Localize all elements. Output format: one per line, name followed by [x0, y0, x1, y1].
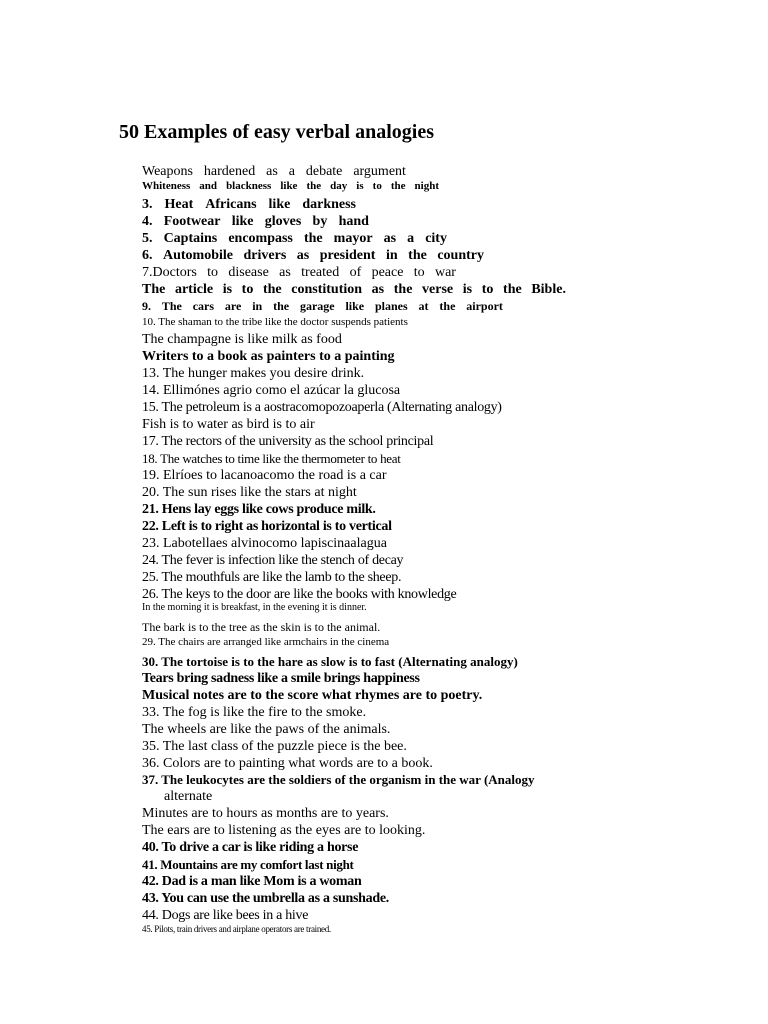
analogy-word: The	[142, 282, 166, 297]
analogy-line: 36. Colors are to painting what words are to a book.	[142, 756, 433, 771]
analogy-word: airport	[466, 299, 503, 313]
analogy-word: are	[224, 299, 242, 313]
analogy-word: The	[161, 299, 182, 313]
analogy-line	[142, 249, 484, 263]
analogy-word: cars	[192, 299, 215, 313]
analogy-word: Bible.	[531, 282, 566, 297]
analogy-word: to	[413, 265, 425, 280]
analogy-word: 3.	[142, 197, 153, 212]
analogy-line: 15. The petroleum is a aostracomopozoaperla (Alternating analogy)	[142, 400, 502, 415]
analogy-word: to	[207, 265, 219, 280]
analogy-word: the	[390, 180, 406, 192]
analogy-word: the	[262, 282, 282, 297]
analogy-word: the	[503, 282, 522, 297]
analogy-word: and	[199, 180, 218, 192]
analogy-line: 44. Dogs are like bees in a hive	[142, 908, 309, 923]
analogy-line: The bark is to the tree as the skin is to the animal.	[142, 620, 381, 634]
analogy-word: night	[414, 180, 439, 192]
analogy-word: encompass	[228, 231, 293, 246]
analogy-word: is	[222, 282, 233, 297]
analogy-line	[142, 215, 369, 229]
analogy-line: 43. You can use the umbrella as a sunshade.	[142, 891, 389, 906]
analogy-word: Automobile	[163, 248, 233, 263]
analogy-word: planes	[375, 299, 408, 313]
analogy-line: 26. The keys to the door are like the books with knowledge	[142, 587, 457, 602]
analogy-line: The ears are to listening as the eyes are to looking.	[142, 823, 426, 838]
analogy-line: 22. Left is to right as horizontal is to vertical	[142, 519, 392, 534]
analogy-line: In the morning it is breakfast, in the evening it is dinner.	[142, 602, 367, 613]
analogy-line: 20. The sun rises like the stars at night	[142, 485, 357, 500]
analogy-line: 30. The tortoise is to the hare as slow is to fast (Alternating analogy)	[142, 654, 518, 669]
analogy-word: 5.	[142, 231, 153, 246]
analogy-word: as	[383, 231, 397, 246]
analogy-word: a	[407, 231, 415, 246]
analogy-word: the	[408, 248, 427, 263]
analogy-line: 40. To drive a car is like riding a horse	[142, 840, 359, 855]
document-title: 50 Examples of easy verbal analogies	[119, 121, 434, 143]
analogy-word: to	[481, 282, 494, 297]
analogy-word: like	[345, 299, 365, 313]
analogy-word: article	[174, 282, 214, 297]
analogy-line	[142, 283, 566, 297]
analogy-line: 21. Hens lay eggs like cows produce milk.	[142, 502, 376, 517]
analogy-word: as	[279, 265, 291, 280]
analogy-line: 24. The fever is infection like the stench of decay	[142, 553, 404, 568]
analogy-word: a	[288, 164, 295, 179]
analogy-word: the	[306, 180, 322, 192]
analogy-line	[142, 300, 503, 312]
analogy-word: country	[437, 248, 484, 263]
analogy-line: The champagne is like milk as food	[142, 332, 342, 347]
analogy-word: garage	[299, 299, 335, 313]
analogy-word: as	[371, 282, 385, 297]
analogy-word: like	[280, 180, 298, 192]
analogy-line: 42. Dad is a man like Mom is a woman	[142, 874, 362, 889]
analogy-word: Africans	[205, 197, 257, 212]
analogy-word: 7.Doctors	[142, 265, 197, 280]
analogy-word: mayor	[333, 231, 373, 246]
analogy-word: of	[349, 265, 362, 280]
analogy-line: 18. The watches to time like the thermometer to heat	[142, 451, 401, 466]
analogy-word: Captains	[163, 231, 218, 246]
analogy-line: The wheels are like the paws of the animals.	[142, 722, 391, 737]
analogy-word: war	[434, 265, 456, 280]
analogy-line: 29. The chairs are arranged like armchairs in the cinema	[142, 636, 390, 648]
analogy-line: Musical notes are to the score what rhymes are to poetry.	[142, 688, 483, 703]
analogy-word: like	[268, 197, 291, 212]
analogy-line	[142, 198, 356, 212]
analogy-word: as	[266, 164, 278, 179]
analogy-word: peace	[371, 265, 404, 280]
analogy-word: is	[462, 282, 473, 297]
analogy-word: hardened	[203, 164, 256, 179]
analogy-word: treated	[301, 265, 340, 280]
analogy-word: hand	[338, 214, 369, 229]
analogy-word: drivers	[243, 248, 287, 263]
analogy-line	[142, 266, 456, 280]
analogy-word: to	[372, 180, 382, 192]
analogy-word: 9.	[142, 299, 151, 313]
analogy-word: to	[241, 282, 254, 297]
analogy-word: Footwear	[163, 214, 221, 229]
analogy-word: disease	[228, 265, 269, 280]
analogy-line: 35. The last class of the puzzle piece is the bee.	[142, 739, 407, 754]
analogy-line	[142, 165, 406, 179]
analogy-word: argument	[353, 164, 406, 179]
analogy-word: day	[330, 180, 348, 192]
analogy-line: 10. The shaman to the tribe like the doctor suspends patients	[142, 316, 408, 328]
analogy-line: 13. The hunger makes you desire drink.	[142, 366, 365, 381]
analogy-word: 4.	[142, 214, 153, 229]
analogy-word: constitution	[291, 282, 363, 297]
analogy-word: at	[418, 299, 429, 313]
analogy-word: in	[252, 299, 263, 313]
analogy-word: the	[303, 231, 323, 246]
analogy-word: Whiteness	[142, 180, 191, 192]
analogy-word: Weapons	[142, 164, 193, 179]
analogy-line: 41. Mountains are my comfort last night	[142, 857, 354, 872]
analogy-line: Fish is to water as bird is to air	[142, 417, 315, 432]
analogy-word: as	[296, 248, 310, 263]
analogy-word: president	[319, 248, 376, 263]
analogy-word: darkness	[302, 197, 356, 212]
analogy-line: 19. Elríoes to lacanoacomo the road is a car	[142, 468, 387, 483]
analogy-word: like	[231, 214, 254, 229]
analogy-line: Tears bring sadness like a smile brings happiness	[142, 671, 420, 686]
analogy-line: 33. The fog is like the fire to the smoke.	[142, 705, 367, 720]
analogy-word: the	[439, 299, 456, 313]
analogy-line: Minutes are to hours as months are to years.	[142, 806, 389, 821]
analogy-word: the	[273, 299, 290, 313]
analogy-word: 6.	[142, 248, 153, 263]
analogy-word: is	[356, 180, 364, 192]
analogy-line: 37. The leukocytes are the soldiers of the organism in the war (Analogy	[142, 772, 535, 787]
analogy-line: 25. The mouthfuls are like the lamb to the sheep.	[142, 570, 402, 585]
analogy-line: 17. The rectors of the university as the school principal	[142, 434, 434, 449]
analogy-line: 23. Labotellaes alvinocomo lapiscinaalagua	[142, 536, 387, 551]
analogy-word: city	[425, 231, 447, 246]
analogy-word: Heat	[164, 197, 194, 212]
analogy-line	[142, 232, 447, 246]
analogy-word: gloves	[264, 214, 302, 229]
analogy-line: 45. Pilots, train drivers and airplane operators are trained.	[142, 924, 331, 934]
analogy-line: 14. Ellimónes agrio como el azúcar la glucosa	[142, 383, 401, 398]
analogy-line: alternate	[164, 789, 213, 804]
analogy-line: Writers to a book as painters to a painting	[142, 349, 395, 364]
analogy-word: blackness	[226, 180, 272, 192]
analogy-word: the	[393, 282, 413, 297]
analogy-line	[142, 181, 439, 192]
analogy-word: in	[385, 248, 398, 263]
analogy-word: verse	[422, 282, 454, 297]
analogy-word: debate	[305, 164, 343, 179]
analogy-word: by	[312, 214, 328, 229]
